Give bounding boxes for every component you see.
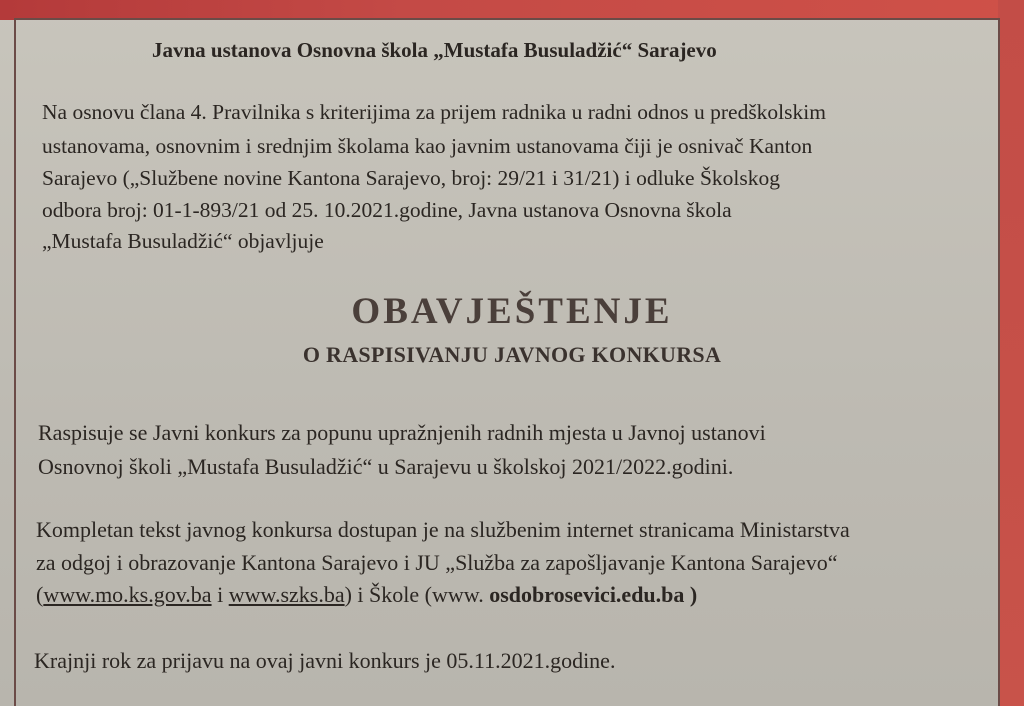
intro-line-3: Sarajevo („Službene novine Kantona Sarajevo, broj: 29/21 i 31/21) i odluke Školskog: [42, 166, 781, 190]
paren-close: ): [684, 582, 698, 607]
availability-line-1: Kompletan tekst javnog konkursa dostupan je na službenim internet stranicama Ministarstva: [36, 517, 850, 542]
intro-line-2: ustanovama, osnovnim i srednjim školama kao javnim ustanovama čiji je osnivač Kanton: [42, 134, 813, 158]
availability-line-3: [36, 582, 697, 608]
notice-subtitle: O RASPISIVANJU JAVNOG KONKURSA: [302, 342, 722, 367]
school-website-prefix: ) i Škole (www.: [344, 582, 490, 607]
intro-line-5: „Mustafa Busuladžić“ objavljuje: [42, 229, 324, 253]
employment-service-website-link[interactable]: www.szks.ba: [228, 582, 345, 607]
announcement-line-1: Raspisuje se Javni konkurs za popunu upražnjenih radnih mjesta u Javnoj ustanovi: [38, 420, 766, 445]
announcement-line-2: Osnovnoj školi „Mustafa Busuladžić“ u Sarajevu u školskoj 2021/2022.godini.: [38, 454, 734, 479]
notice-title: OBAVJEŠTENJE: [351, 291, 673, 332]
red-page-edge-top: [0, 0, 1024, 20]
school-website-link[interactable]: osdobrosevici.edu.ba: [489, 582, 685, 607]
application-deadline: Krajnji rok za prijavu na ovaj javni konkurs je 05.11.2021.godine.: [34, 648, 616, 673]
and-text: i: [211, 582, 229, 607]
ministry-website-link[interactable]: www.mo.ks.gov.ba: [43, 582, 212, 607]
institution-header: Javna ustanova Osnovna škola „Mustafa Busuladžić“ Sarajevo: [152, 38, 717, 62]
paren-open: (: [36, 582, 44, 607]
availability-line-2: za odgoj i obrazovanje Kantona Sarajevo i JU „Služba za zapošljavanje Kantona Sarajevo“: [36, 550, 838, 575]
intro-line-4: odbora broj: 01-1-893/21 od 25. 10.2021.godine, Javna ustanova Osnovna škola: [42, 198, 732, 222]
intro-line-1: Na osnovu člana 4. Pravilnika s kriterijima za prijem radnika u radni odnos u predškolskim: [42, 100, 826, 124]
